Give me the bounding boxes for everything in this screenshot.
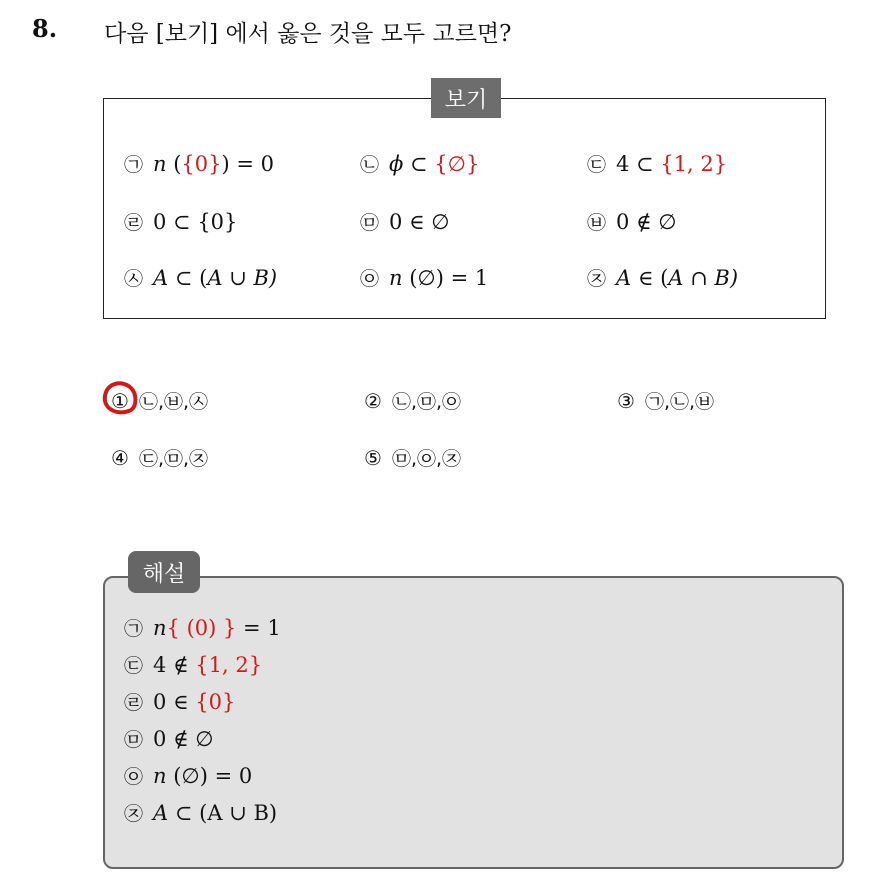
item-pre: 0 ∉ ∅ bbox=[616, 210, 677, 234]
choice-values: ㉠,㉡,㉥ bbox=[644, 391, 715, 413]
bogi-item-8 bbox=[360, 264, 488, 291]
bogi-item-5 bbox=[360, 208, 450, 235]
line-post: (∅) = 0 bbox=[166, 764, 253, 788]
line-marker: ㉠ bbox=[124, 618, 144, 640]
choice-values: ㉢,㉤,㉨ bbox=[138, 448, 209, 470]
line-var: A bbox=[153, 801, 169, 825]
choice-number: ⑤ bbox=[364, 446, 382, 470]
item-red: {∅} bbox=[434, 152, 480, 176]
item-red: {0} bbox=[181, 152, 222, 176]
bogi-item-9 bbox=[587, 264, 738, 291]
item-mid: ∈ ( bbox=[631, 266, 669, 290]
question-number: 8. bbox=[32, 14, 58, 43]
line-pre: 0 ∈ bbox=[153, 690, 196, 714]
choice-number: ② bbox=[364, 389, 382, 413]
bogi-item-1 bbox=[124, 150, 274, 177]
line-marker: ㉧ bbox=[124, 766, 144, 788]
line-post: ⊂ (A ∪ B) bbox=[168, 801, 278, 825]
explanation-line-1 bbox=[124, 614, 281, 641]
line-marker: ㉨ bbox=[124, 803, 144, 825]
line-marker: ㉣ bbox=[124, 692, 144, 714]
item-mid: (∅) = 1 bbox=[402, 266, 489, 290]
item-var: n bbox=[153, 152, 167, 176]
item-marker: ㉨ bbox=[587, 268, 607, 290]
bogi-item-7 bbox=[124, 264, 277, 291]
item-var: ϕ bbox=[389, 152, 404, 176]
bogi-item-4 bbox=[124, 208, 237, 235]
item-marker: ㉧ bbox=[360, 268, 380, 290]
explanation-line-6 bbox=[124, 799, 277, 826]
question-text: 다음 [보기] 에서 옳은 것을 모두 고르면? bbox=[104, 21, 512, 47]
item-mid: ( bbox=[166, 152, 182, 176]
choice-values: ㉤,㉧,㉨ bbox=[391, 448, 462, 470]
bogi-item-6 bbox=[587, 208, 677, 235]
item-red: {1, 2} bbox=[660, 152, 728, 176]
line-pre: 0 ∉ ∅ bbox=[153, 727, 214, 751]
item-marker: ㉡ bbox=[360, 154, 380, 176]
choice-5[interactable] bbox=[364, 444, 461, 471]
line-var: n bbox=[153, 764, 167, 788]
item-var: A bbox=[153, 266, 169, 290]
item-post: A ∪ B) bbox=[207, 266, 278, 290]
choice-2[interactable] bbox=[364, 387, 461, 414]
choice-3[interactable] bbox=[617, 387, 714, 414]
explanation-line-5 bbox=[124, 762, 252, 789]
line-post: = 1 bbox=[236, 616, 281, 640]
explanation-line-2 bbox=[124, 651, 262, 678]
item-var: n bbox=[389, 266, 403, 290]
item-marker: ㉢ bbox=[587, 154, 607, 176]
item-pre: 4 ⊂ bbox=[616, 152, 661, 176]
explanation-line-4 bbox=[124, 725, 214, 752]
item-mid: ⊂ ( bbox=[168, 266, 208, 290]
choice-values: ㉡,㉤,㉧ bbox=[391, 391, 462, 413]
choice-number: ④ bbox=[111, 446, 129, 470]
line-red: { (0) } bbox=[166, 616, 237, 640]
item-marker: ㉣ bbox=[124, 212, 144, 234]
line-marker: ㉢ bbox=[124, 655, 144, 677]
choice-values: ㉡,㉥,㉦ bbox=[138, 391, 209, 413]
choice-number: ① bbox=[111, 389, 129, 413]
line-marker: ㉤ bbox=[124, 729, 144, 751]
item-marker: ㉦ bbox=[124, 268, 144, 290]
item-marker: ㉥ bbox=[587, 212, 607, 234]
explanation-label: 해설 bbox=[128, 551, 200, 593]
bogi-label: 보기 bbox=[431, 78, 501, 118]
line-pre: 4 ∉ bbox=[153, 653, 196, 677]
line-red: {0} bbox=[195, 690, 236, 714]
line-red: {1, 2} bbox=[195, 653, 263, 677]
choice-4[interactable] bbox=[111, 444, 208, 471]
item-pre: 0 ⊂ {0} bbox=[153, 210, 238, 234]
bogi-item-2 bbox=[360, 150, 479, 177]
item-marker: ㉤ bbox=[360, 212, 380, 234]
item-var: A bbox=[616, 266, 632, 290]
explanation-line-3 bbox=[124, 688, 235, 715]
bogi-item-3 bbox=[587, 150, 727, 177]
item-pre: 0 ∈ ∅ bbox=[389, 210, 450, 234]
choice-number: ③ bbox=[617, 389, 635, 413]
item-marker: ㉠ bbox=[124, 154, 144, 176]
item-mid: ⊂ bbox=[403, 152, 435, 176]
line-var: n bbox=[153, 616, 167, 640]
item-post: A ∩ B) bbox=[668, 266, 739, 290]
red-circle-mark-icon bbox=[101, 380, 139, 416]
item-post: ) = 0 bbox=[221, 152, 275, 176]
